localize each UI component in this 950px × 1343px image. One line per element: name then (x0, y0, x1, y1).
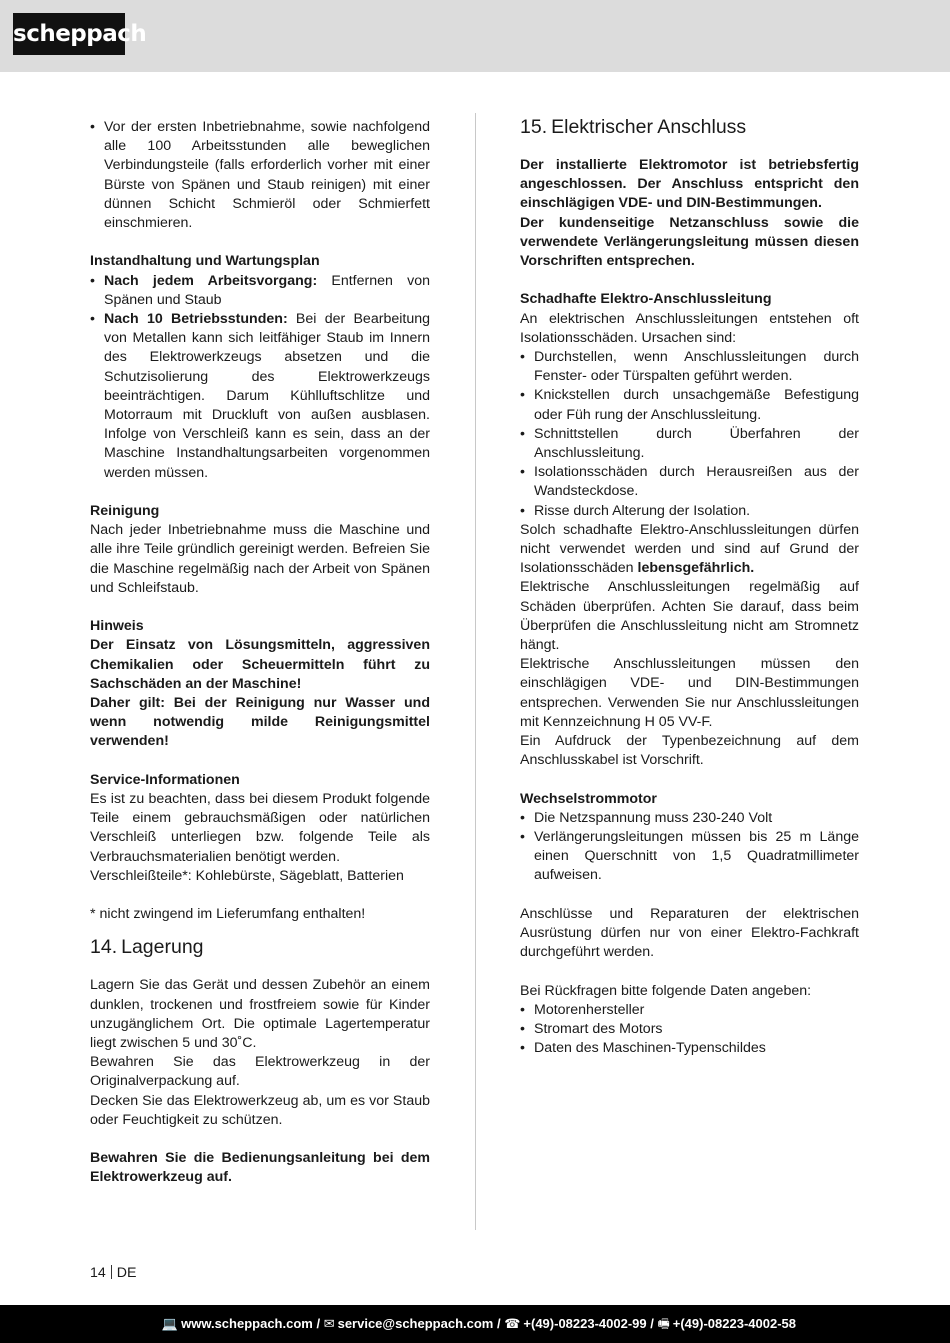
section-title: Lagerung (121, 936, 204, 959)
defect-heading: Schadhafte Elektro-Anschlussleitung (520, 291, 772, 308)
footer-separator: / (646, 1316, 658, 1331)
note-text: Daher gilt: Bei der Reinigung nur Wasser und wenn notwendig milde Reinigungsmittel verwenden! (90, 695, 430, 750)
page-header (0, 0, 950, 72)
computer-icon: 💻 (161, 1316, 179, 1331)
list-item (90, 310, 430, 483)
page-number-value: 14 (90, 1265, 106, 1281)
page-number-separator (111, 1265, 112, 1279)
section-number: 15. (520, 116, 548, 138)
defect-warning (520, 521, 859, 579)
list-item: • Vor der ersten Inbetriebnahme, sowie nachfolgend alle 100 Arbeitsstunden alle beweglichen Verbindungsteile (falls erforderlich vorher mit einer Bürste von Spänen und Staub reinigen) mit einer dünnen Schicht Schmieröl oder Schmierfett einschmieren. (90, 118, 430, 233)
wear-parts: Verschleißteile*: Kohlebürste, Sägeblatt, Batterien (90, 867, 404, 884)
list-item: • Schnittstellen durch Überfahren der Anschlussleitung. (520, 425, 859, 463)
footer-contact (162, 1305, 796, 1343)
maint-item-label: Nach 10 Betriebsstunden: (104, 311, 288, 328)
list-item: • Durchstellen, wenn Anschlussleitungen durch Fenster- oder Türspalten geführt werden. (520, 348, 859, 386)
list-item: • Stromart des Motors (520, 1020, 859, 1039)
footer-fax: +(49)-08223-4002-58 (672, 1316, 796, 1331)
intro-text: Der installierte Elektromotor ist betriebsfertig angeschlossen. Der Anschluss entspricht den einschlägigen VDE- und DIN-Bestimmungen. (520, 157, 859, 212)
ac-list (520, 809, 859, 886)
cleaning-text: Nach jeder Inbetriebnahme muss die Maschine und alle ihre Teile gründlich gereinigt werden. Befreien Sie die Maschine regelmäßig nach der Arbeit von Spänen und Schleifstaub. (90, 522, 430, 596)
intro-list (90, 118, 430, 233)
list-item (90, 272, 430, 310)
storage-note: Bewahren Sie die Bedienungsanleitung bei dem Elektrowerkzeug auf. (90, 1150, 430, 1186)
footnote: * nicht zwingend im Lieferumfang enthalten! (90, 906, 366, 923)
maintenance-heading: Instandhaltung und Wartungsplan (90, 253, 320, 270)
rules-text: Elektrische Anschlussleitungen müssen den einschlägigen VDE- und DIN-Bestimmungen entsprechen. Verwenden Sie nur Anschlussleitungen mit Kennzeichnung H 05 VV-F. (520, 656, 859, 730)
storage-text: Bewahren Sie das Elektrowerkzeug in der Originalverpackung auf. (90, 1054, 430, 1090)
service-heading: Service-Informationen (90, 771, 240, 788)
storage-text: Lagern Sie das Gerät und dessen Zubehör an einem dunklen, trockenen und frostfreiem sowie für Kinder unzugänglichem Ort. Die optimale Lagertemperatur liegt zwischen 5 und 30˚C. (90, 977, 430, 1052)
maint-item-text: Bei der Bearbeitung von Metallen kann sich leitfähiger Staub im Innern des Elektrowerkzeugs absetzen und die Schutzisolierung des Elektrowerkzeugs beeinträchtigen. Darum Kühlluftschlitze und Motorraum mit Druckluft von außen ausblasen. Infolge von Verschleiß kann es sein, dass an der Maschine Instandhaltungsarbeiten vorgenommen werden müssen. (104, 311, 430, 481)
maint-item-text: Entfernen von Spänen und Staub (104, 272, 430, 308)
footer-separator: / (493, 1316, 505, 1331)
page-language: DE (116, 1265, 137, 1281)
list-item: • Verlängerungsleitungen müssen bis 25 m Länge einen Querschnitt von 1,5 Quadratmillimeter aufweisen. (520, 828, 859, 886)
right-column (520, 118, 859, 1058)
cleaning-heading: Reinigung (90, 503, 160, 520)
inquiry-text: Bei Rückfragen bitte folgende Daten angeben: (520, 982, 812, 999)
note-heading: Hinweis (90, 618, 144, 635)
maint-item-label: Nach jedem Arbeitsvorgang: (104, 272, 318, 289)
defect-warning-text: Solch schadhafte Elektro-Anschlussleitungen dürfen nicht verwendet werden und sind auf Grund der Isolationsschäden (520, 521, 859, 577)
maintenance-list (90, 272, 430, 483)
repair-text: Anschlüsse und Reparaturen der elektrischen Ausrüstung dürfen nur von einer Elektro-Fachkraft durchgeführt werden. (520, 905, 859, 961)
section-title: Elektrischer Anschluss (551, 116, 747, 138)
note-text: Der Einsatz von Lösungsmitteln, aggressiven Chemikalien oder Scheuermitteln führt zu Sachschäden an der Maschine! (90, 637, 430, 692)
defect-warning-bold: lebensgefährlich. (637, 560, 755, 577)
storage-text: Decken Sie das Elektrowerkzeug ab, um es vor Staub oder Feuchtigkeit zu schützen. (90, 1092, 430, 1128)
footer-phone: +(49)-08223-4002-99 (523, 1316, 647, 1331)
phone-icon: ☎ (504, 1316, 521, 1331)
defect-text: An elektrischen Anschlussleitungen entstehen oft Isolationsschäden. Ursachen sind: (520, 310, 859, 346)
list-item: • Risse durch Alterung der Isolation. (520, 502, 859, 521)
footer-separator: / (312, 1316, 324, 1331)
left-column (90, 118, 430, 1188)
intro-text: Der kundenseitige Netzanschluss sowie die verwendete Verlängerungsleitung müssen diesen Vorschriften entsprechen. (520, 214, 859, 270)
list-item: • Isolationsschäden durch Herausreißen aus der Wandsteckdose. (520, 463, 859, 501)
check-text: Elektrische Anschlussleitungen regelmäßig auf Schäden überprüfen. Achten Sie darauf, dass beim Überprüfen die Anschlussleitung nicht am Stromnetz hängt. (520, 579, 859, 654)
column-divider (475, 113, 476, 1230)
section-15-heading (520, 116, 859, 138)
ac-heading: Wechselstrommotor (520, 790, 657, 807)
mail-icon: ✉ (323, 1316, 335, 1331)
label-text: Ein Aufdruck der Typenbezeichnung auf dem Anschlusskabel ist Vorschrift. (520, 733, 859, 769)
page-footer (0, 1305, 950, 1343)
list-item: • Motorenhersteller (520, 1001, 859, 1020)
service-text: Es ist zu beachten, dass bei diesem Produkt folgende Teile einem gebrauchsmäßigen oder natürlichen Verschleiß unterliegen bzw. folgende Teile als Verbrauchsmaterialien benötigt werden. (90, 791, 430, 865)
footer-website[interactable]: www.scheppach.com (181, 1316, 313, 1331)
list-item: • Daten des Maschinen-Typenschildes (520, 1039, 859, 1058)
list-item: • Die Netzspannung muss 230-240 Volt (520, 809, 859, 828)
defect-list (520, 348, 859, 521)
list-item: • Knickstellen durch unsachgemäße Befestigung oder Füh rung der Anschlussleitung. (520, 386, 859, 424)
scheppach-logo: scheppach (13, 13, 125, 55)
footer-email[interactable]: service@scheppach.com (337, 1316, 494, 1331)
fax-icon: 🖷 (657, 1316, 670, 1331)
page-number (90, 1264, 137, 1283)
inquiry-list (520, 1001, 859, 1059)
section-14-heading (90, 936, 430, 958)
section-number: 14. (90, 936, 118, 959)
